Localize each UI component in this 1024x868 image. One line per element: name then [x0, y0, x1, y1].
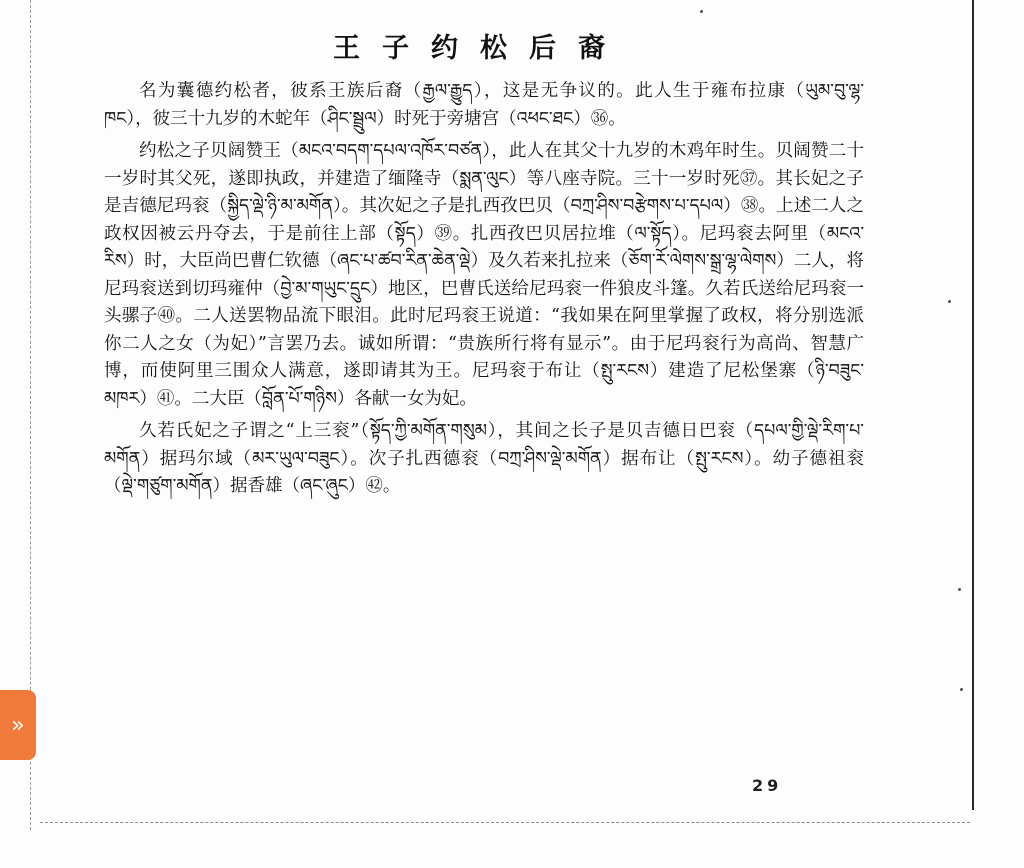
- page-number: 29: [752, 776, 783, 795]
- right-page-edge: [972, 0, 974, 810]
- scan-speck: [700, 10, 703, 13]
- paragraph-2: 约松之子贝阔赞王（མངའ་བདག་དཔལ་འཁོར་བཙན），此人在其父十九岁的木鸡年时生。贝阔赞二十一岁时其父死，遂即执政，并建造了缅隆寺（སྨན་ལུང）等八座寺院。三十一岁时死㊲。其长妃之子是吉德尼玛衮（སྐྱིད་ལྡེ་ཉི་མ་མགོན）。其次妃之子是扎西孜巴贝（བཀྲ་ཤིས་བརྩེགས་པ་དཔལ）㊳。上述二人之政权因被云丹夺去，于是前往上部（སྟོད）㊴。扎西孜巴贝居拉堆（ལ་སྟོད）。尼玛衮去阿里（མངའ་རིས）时，大臣尚巴曹仁钦德（ཞང་པ་ཚབ་རིན་ཆེན་ལྡེ）及久若来扎拉来（ཅོག་རོ་ལེགས་སྒྲ་ལྷ་ལེགས）二人，将尼玛衮送到切玛雍仲（བྱེ་མ་གཡུང་དྲུང）地区，巴曹氏送给尼玛衮一件狼皮斗篷。久若氏送给尼玛衮一头骡子㊵。二人送罢物品流下眼泪。此时尼玛衮王说道：“我如果在阿里掌握了政权，将分别选派你二人之女（为妃）”言罢乃去。诚如所谓：“贵族所行将有显示”。由于尼玛衮行为高尚、智慧广博，而使阿里三围众人满意，遂即请其为王。尼玛衮于布让（སྤུ་རངས）建造了尼松堡寨（ཉི་བཟུང་མཁར）㊶。二大臣（བློན་པོ་གཉིས）各献一女为妃。: [104, 141, 864, 409]
- expand-sidebar-button[interactable]: [0, 690, 36, 760]
- double-chevron-right-icon: »: [11, 712, 25, 738]
- body-text: [104, 78, 864, 506]
- scan-speck: [958, 588, 961, 591]
- paragraph-3: 久若氏妃之子谓之“上三衮”（སྟོད་ཀྱི་མགོན་གསུམ），其间之长子是贝吉德日巴衮（དཔལ་གྱི་ལྡེ་རིག་པ་མགོན）据玛尔域（མར་ཡུལ་བཟུང）。次子扎西德衮（བཀྲ་ཤིས་ལྡེ་མགོན）据布让（སྤུ་རངས）。幼子德祖衮（ལྡེ་གཙུག་མགོན）据香雄（ཞང་ཞུང）㊷。: [104, 421, 864, 496]
- bottom-page-edge: [40, 822, 970, 824]
- chapter-title: 王子约松后裔: [333, 33, 627, 64]
- scan-speck: [948, 300, 951, 303]
- scan-speck: [960, 688, 963, 691]
- paragraph-1: 名为囊德约松者，彼系王族后裔（རྒྱལ་རྒྱུད），这是无争议的。此人生于雍布拉康（ཡུམ་བུ་ལྷ་ཁང），彼三十九岁的木蛇年（ཤིང་སྦྲུལ）时死于旁塘宫（འཕང་ཐང）㊱。: [104, 81, 864, 129]
